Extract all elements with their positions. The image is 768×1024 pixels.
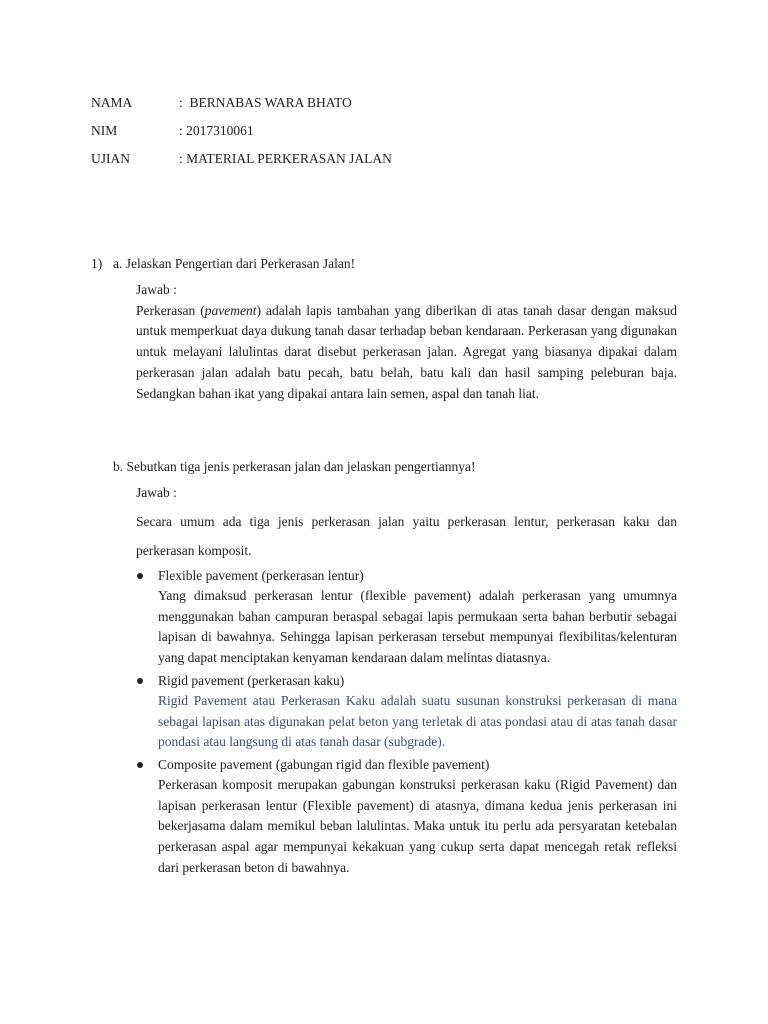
answer-1a-pre: Perkerasan ( bbox=[136, 302, 205, 318]
exam-value: : MATERIAL PERKERASAN JALAN bbox=[179, 151, 392, 166]
answer-label: Jawab : bbox=[136, 282, 177, 297]
student-header bbox=[91, 92, 392, 176]
list-item-content bbox=[158, 565, 677, 669]
nim-row bbox=[91, 120, 392, 148]
answer-1a bbox=[136, 280, 677, 404]
answer-1a-post: ) adalah lapis tambahan yang diberikan di atas tanah dasar dengan maksud untuk memperkuat daya dukung tanah dasar terhadap beban kendaraan. Perkerasan yang digunakan untuk melayani lalulintas darat disebut perkerasan jalan. Agregat yang biasanya dipakai dalam perkerasan jalan adalah batu pecah, batu belah, batu kali dan hasil samping peleburan baja. Sedangkan bahan ikat yang dipakai antara lain semen, aspal dan tanah liat. bbox=[136, 302, 678, 401]
bullet-icon bbox=[136, 670, 158, 753]
list-item-text: Yang dimaksud perkerasan lentur (flexible pavement) adalah perkerasan yang umumnya menggunakan bahan campuran beraspal sebagai lapis permukaan serta bahan berbutir sebagai lapisan di bawahnya. Sehingga lapisan perkerasan tersebut mempunyai flexibilitas/kelenturan yang dapat menciptakan kenyaman kendaraan dalam melintas diatasnya. bbox=[158, 588, 677, 666]
list-item bbox=[136, 754, 677, 879]
list-item bbox=[136, 670, 677, 753]
question-number: 1) bbox=[91, 256, 103, 271]
list-item-content bbox=[158, 670, 677, 753]
nim-label: NIM bbox=[91, 123, 118, 138]
answer-label: Jawab : bbox=[136, 485, 177, 500]
list-item-content bbox=[158, 754, 677, 879]
answer-1b-intro: Secara umum ada tiga jenis perkerasan jalan yaitu perkerasan lentur, perkerasan kaku dan perkerasan komposit. bbox=[136, 513, 677, 559]
list-item-text: Perkerasan komposit merupakan gabungan konstruksi perkerasan kaku (Rigid Pavement) dan lapisan perkerasan lentur (Flexible pavement) di atasnya, dimana kedua jenis perkerasan ini bekerjasama dalam memikul beban lalulintas. Maka untuk itu perlu ada persyaratan ketebalan perkerasan aspal agar mempunyai kekakuan yang cukup serta dapat mencegah retak refleksi dari perkerasan beton di bawahnya. bbox=[158, 776, 677, 875]
question-1b: b. Sebutkan tiga jenis perkerasan jalan dan jelaskan pengertiannya! bbox=[113, 459, 476, 474]
name-value: : BERNABAS WARA BHATO bbox=[179, 95, 352, 110]
bullet-icon bbox=[136, 565, 158, 669]
list-item-text: Rigid Pavement atau Perkerasan Kaku adalah suatu susunan konstruksi perkerasan di mana sebagai lapisan atas digunakan pelat beton yang terletak di atas pondasi atau di atas tanah dasar pondasi atau langsung di atas tanah dasar (subgrade). bbox=[158, 692, 677, 750]
list-item-title: Composite pavement (gabungan rigid dan flexible pavement) bbox=[158, 756, 490, 772]
answer-1b bbox=[136, 483, 677, 566]
name-row bbox=[91, 92, 392, 120]
list-item bbox=[136, 565, 677, 669]
exam-label: UJIAN bbox=[91, 151, 130, 166]
nim-value: : 2017310061 bbox=[179, 123, 254, 138]
list-item-title: Rigid pavement (perkerasan kaku) bbox=[158, 672, 345, 688]
name-label: NAMA bbox=[91, 95, 133, 110]
question-1a: a. Jelaskan Pengertian dari Perkerasan Jalan! bbox=[113, 256, 356, 271]
answer-1a-italic: pavement bbox=[204, 302, 257, 318]
bullet-icon bbox=[136, 754, 158, 879]
list-item-title: Flexible pavement (perkerasan lentur) bbox=[158, 568, 364, 583]
pavement-type-list bbox=[136, 565, 677, 878]
answer-1a-text bbox=[136, 301, 677, 405]
exam-row bbox=[91, 148, 392, 176]
